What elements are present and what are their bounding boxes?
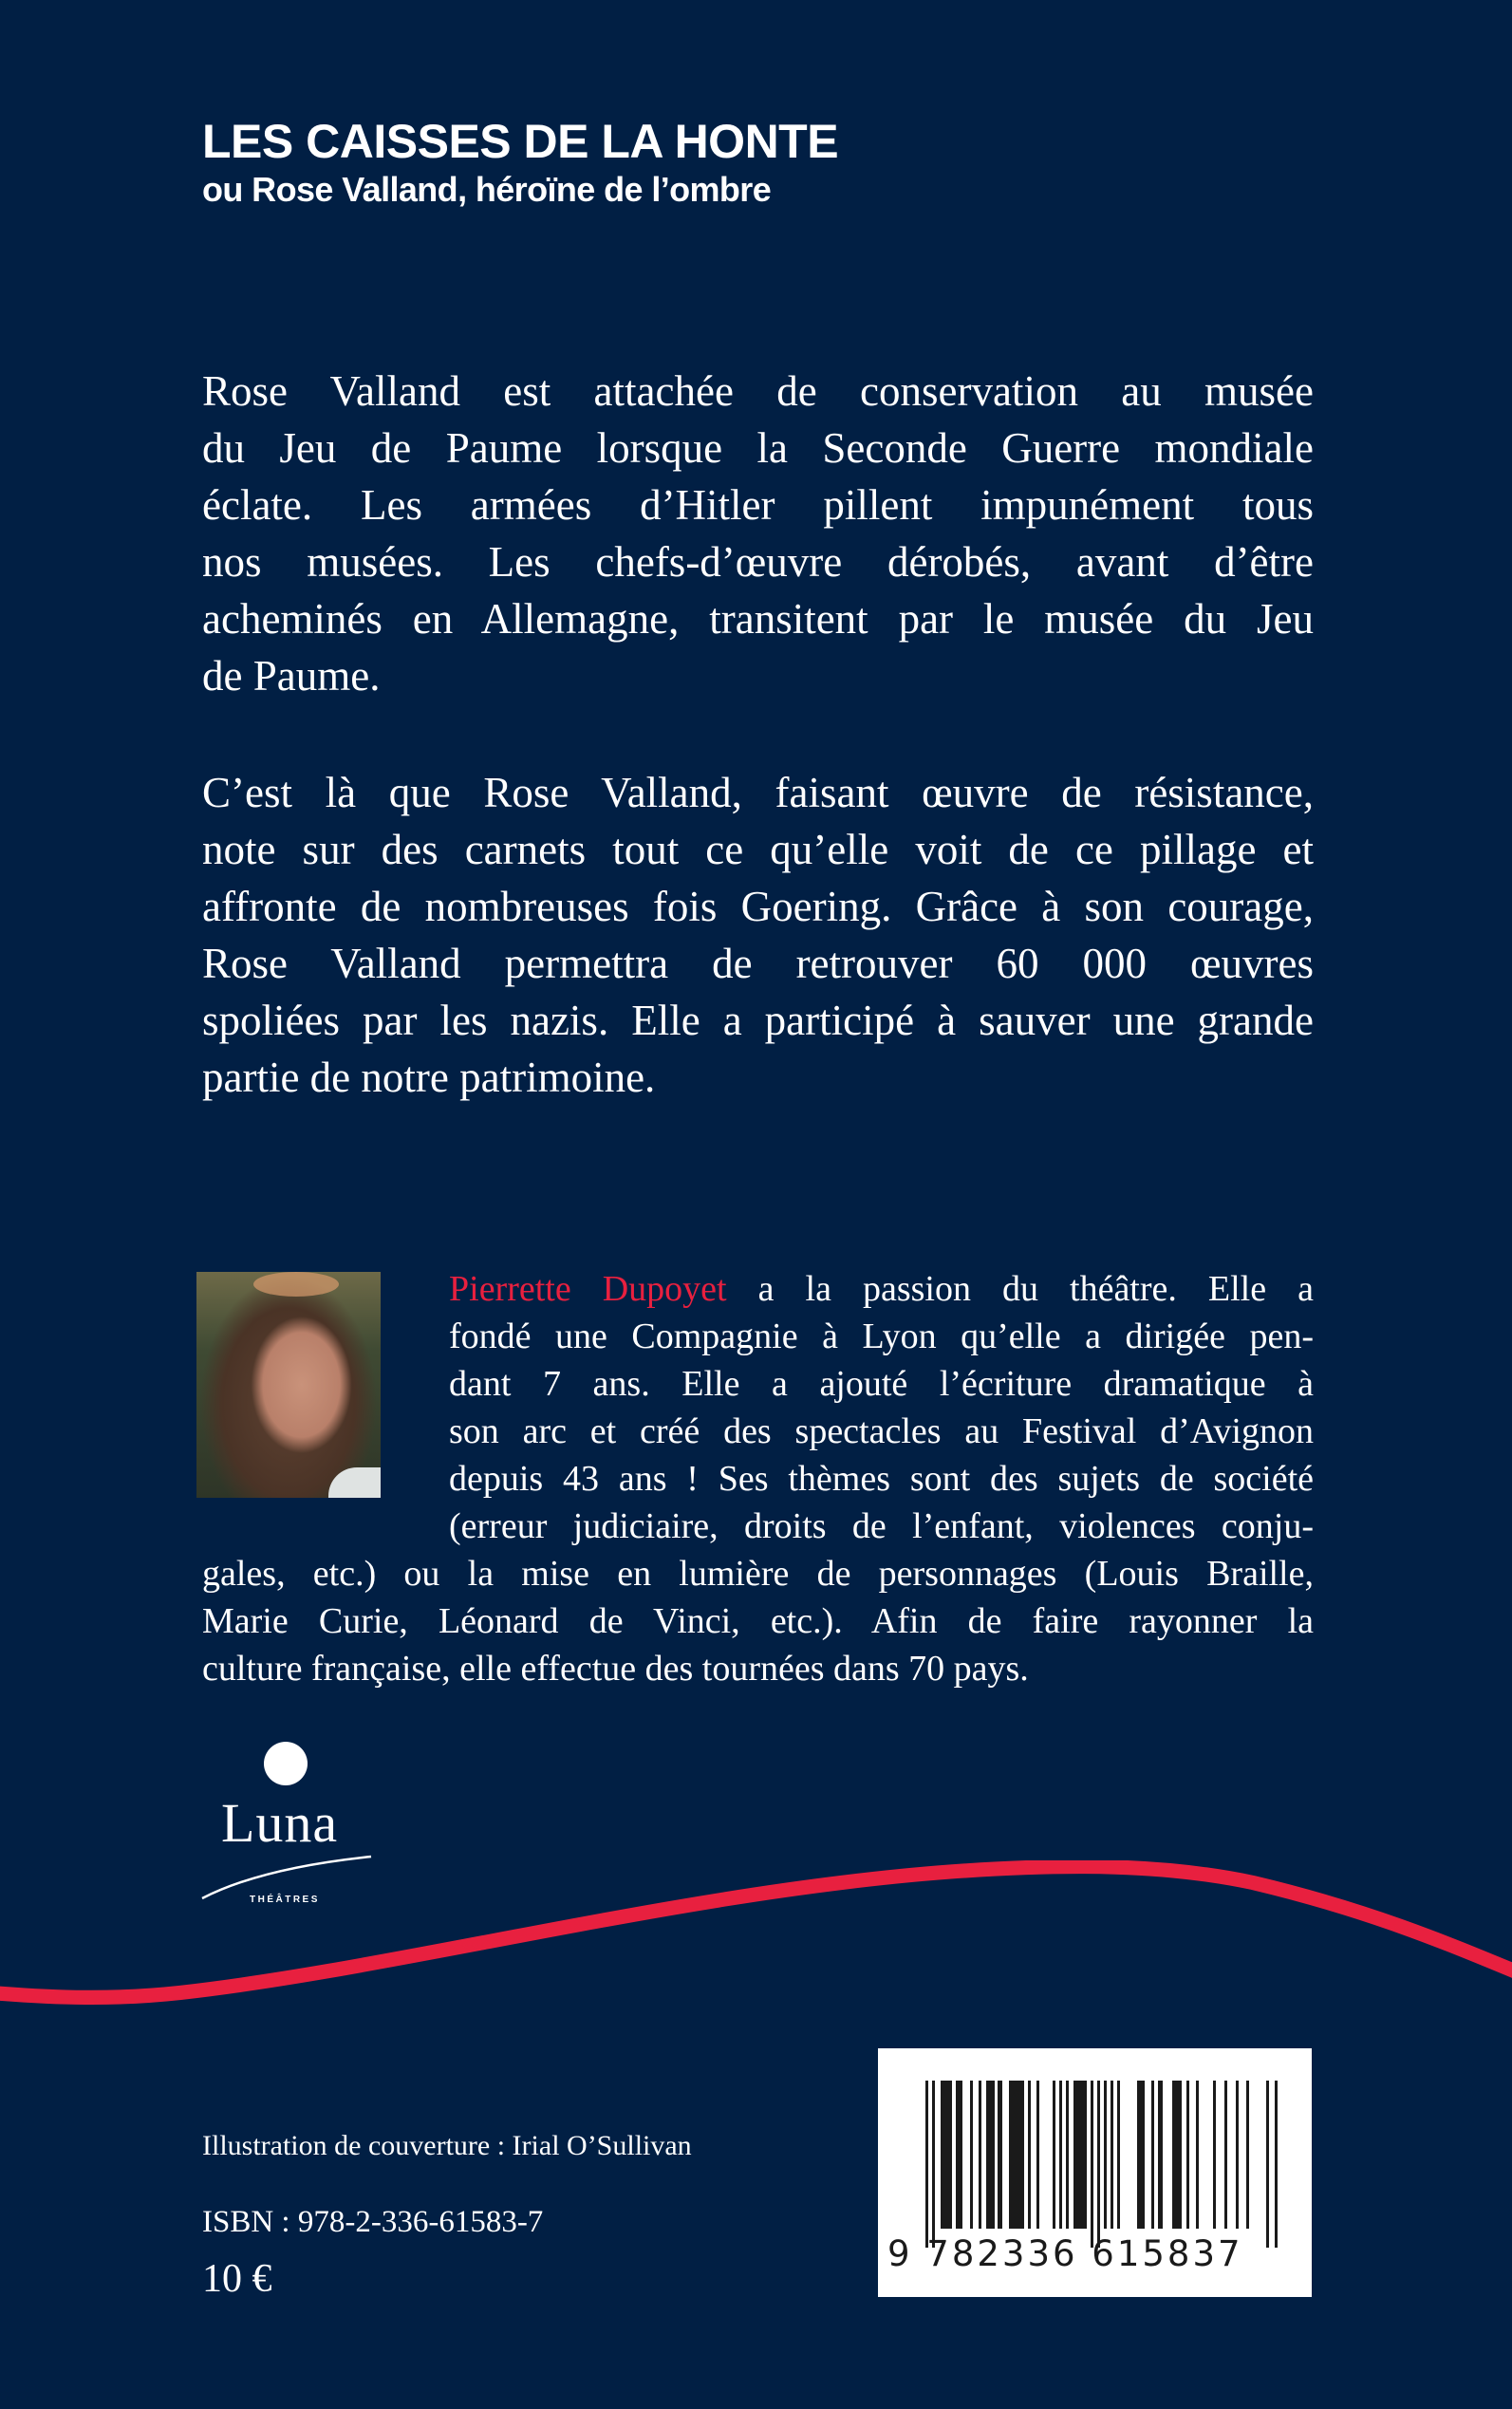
text-line: note sur des carnets tout ce qu’elle voit de ce pillage et (202, 826, 1314, 873)
price: 10 € (202, 2257, 272, 2301)
text-line: C’est là que Rose Valland, faisant œuvre de résistance, (202, 769, 1314, 816)
author-bio-first-line: a la passion du théâtre. Elle a (726, 1269, 1314, 1309)
summary-paragraph-2 (202, 764, 1314, 1106)
barcode (878, 2048, 1312, 2297)
text-line: depuis 43 ans ! Ses thèmes sont des sujets de société (449, 1459, 1314, 1499)
summary-paragraph-1 (202, 363, 1314, 704)
text-line: acheminés en Allemagne, transitent par le musée du Jeu (202, 595, 1314, 643)
text-line: gales, etc.) ou la mise en lumière de personnages (Louis Braille, (202, 1554, 1314, 1594)
text-line: partie de notre patrimoine. (202, 1054, 656, 1101)
text-line: spoliées par les nazis. Elle a participé à sauver une grande (202, 997, 1314, 1044)
text-line: (erreur judiciaire, droits de l’enfant, violences conju- (449, 1506, 1314, 1546)
text-line: dant 7 ans. Elle a ajouté l’écriture dramatique à (449, 1364, 1314, 1404)
text-line: Rose Valland permettra de retrouver 60 000 œuvres (202, 940, 1314, 987)
text-line: de Paume. (202, 652, 381, 700)
book-title: LES CAISSES DE LA HONTE (202, 115, 839, 168)
text-line: Marie Curie, Léonard de Vinci, etc.). Afin de faire rayonner la (202, 1601, 1314, 1641)
text-line: culture française, elle effectue des tournées dans 70 pays. (202, 1649, 1029, 1689)
text-line: affronte de nombreuses fois Goering. Grâce à son courage, (202, 883, 1314, 930)
isbn: ISBN : 978-2-336-61583-7 (202, 2205, 544, 2239)
publisher-logo-text: Luna (221, 1792, 339, 1854)
text-line: du Jeu de Paume lorsque la Seconde Guerre mondiale (202, 424, 1314, 472)
red-wave-decoration (0, 1860, 1512, 2050)
author-name: Pierrette Dupoyet (449, 1269, 727, 1309)
text-line: fondé une Compagnie à Lyon qu’elle a dirigée pen- (449, 1317, 1314, 1356)
publisher-logo-subtext: THÉÂTRES (250, 1895, 320, 1905)
author-bio (202, 1265, 1314, 1692)
text-line: Rose Valland est attachée de conservation au musée (202, 367, 1314, 415)
cover-illustration-credit: Illustration de couverture : Irial O’Sullivan (202, 2130, 692, 2161)
moon-dot-icon (264, 1742, 308, 1785)
text-line: son arc et créé des spectacles au Festival d’Avignon (449, 1411, 1314, 1451)
text-line: nos musées. Les chefs-d’œuvre dérobés, avant d’être (202, 538, 1314, 586)
barcode-digits: 9 782336 615837 (887, 2233, 1243, 2274)
book-subtitle: ou Rose Valland, héroïne de l’ombre (202, 170, 772, 209)
text-line: éclate. Les armées d’Hitler pillent impunément tous (202, 481, 1314, 529)
text-line (449, 1265, 1314, 1313)
